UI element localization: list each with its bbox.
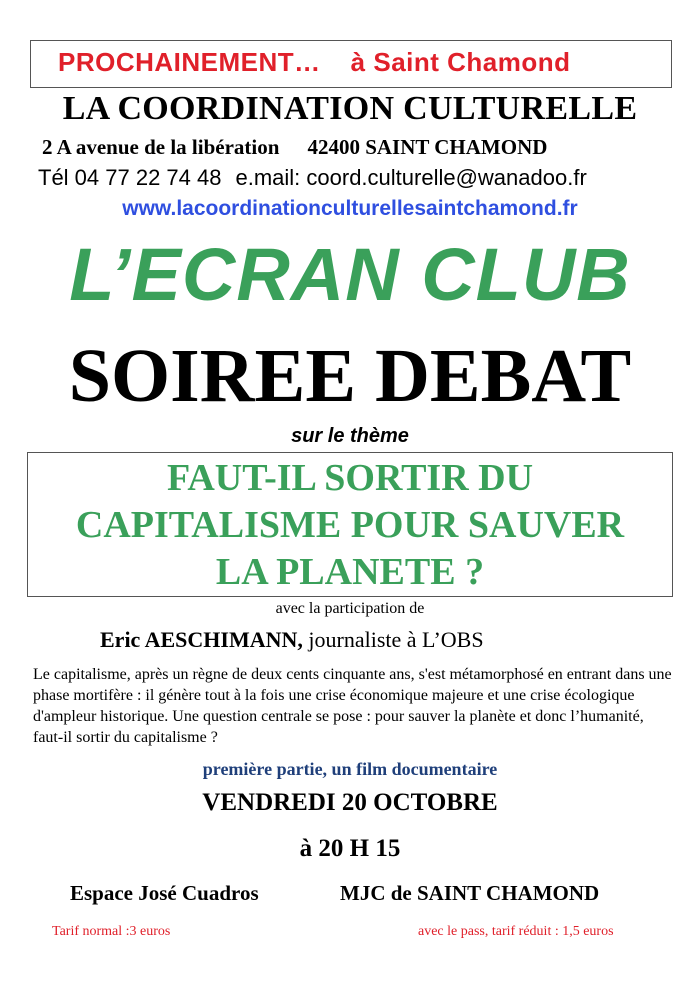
club-title: L’ECRAN CLUB <box>69 233 631 316</box>
organization-name: LA COORDINATION CULTURELLE <box>62 90 638 127</box>
price-normal: Tarif normal :3 euros <box>52 924 171 939</box>
theme-intro: sur le thème <box>291 425 409 447</box>
address-line <box>42 135 547 160</box>
contact-line <box>38 165 587 191</box>
guest-name: Eric AESCHIMANN, <box>100 627 303 652</box>
venue-name: Espace José Cuadros <box>70 881 259 905</box>
phone-number: Tél 04 77 22 74 48 <box>38 165 222 190</box>
price-reduced: avec le pass, tarif réduit : 1,5 euros <box>418 924 614 939</box>
email-address: e.mail: coord.culturelle@wanadoo.fr <box>235 165 587 190</box>
participation-intro: avec la participation de <box>275 600 425 617</box>
theme-line-3: LA PLANETE ? <box>215 551 485 593</box>
guest-role: journaliste à L’OBS <box>302 627 484 652</box>
theme-line-2: CAPITALISME POUR SAUVER <box>75 504 625 546</box>
announcement-text: PROCHAINEMENT… <box>58 47 321 77</box>
website-link[interactable]: www.lacoordinationculturellesaintchamond.fr <box>122 197 578 220</box>
street-address: 2 A avenue de la libération <box>42 135 280 159</box>
event-description: Le capitalisme, après un règne de deux cents cinquante ans, s'est métamorphosé en entrant dans une phase mortifère : il génère tout à la fois une crise économique majeure et une crise écologique d'ampleur historique. Une question centrale se pose : pour sauver la planète et donc l’humanité, faut-il sortir du capitalisme ? <box>33 666 672 746</box>
theme-line-1: FAUT-IL SORTIR DU <box>166 457 534 499</box>
event-time: à 20 H 15 <box>299 835 401 862</box>
guest-line <box>100 627 484 653</box>
announcement <box>58 47 571 78</box>
announcement-place: à Saint Chamond <box>350 47 571 77</box>
postal-city: 42400 SAINT CHAMOND <box>307 135 548 159</box>
event-date: VENDREDI 20 OCTOBRE <box>202 789 498 816</box>
event-type-title: SOIREE DEBAT <box>68 334 632 418</box>
first-part-note: première partie, un film documentaire <box>202 759 498 779</box>
venue-organization: MJC de SAINT CHAMOND <box>340 881 600 905</box>
